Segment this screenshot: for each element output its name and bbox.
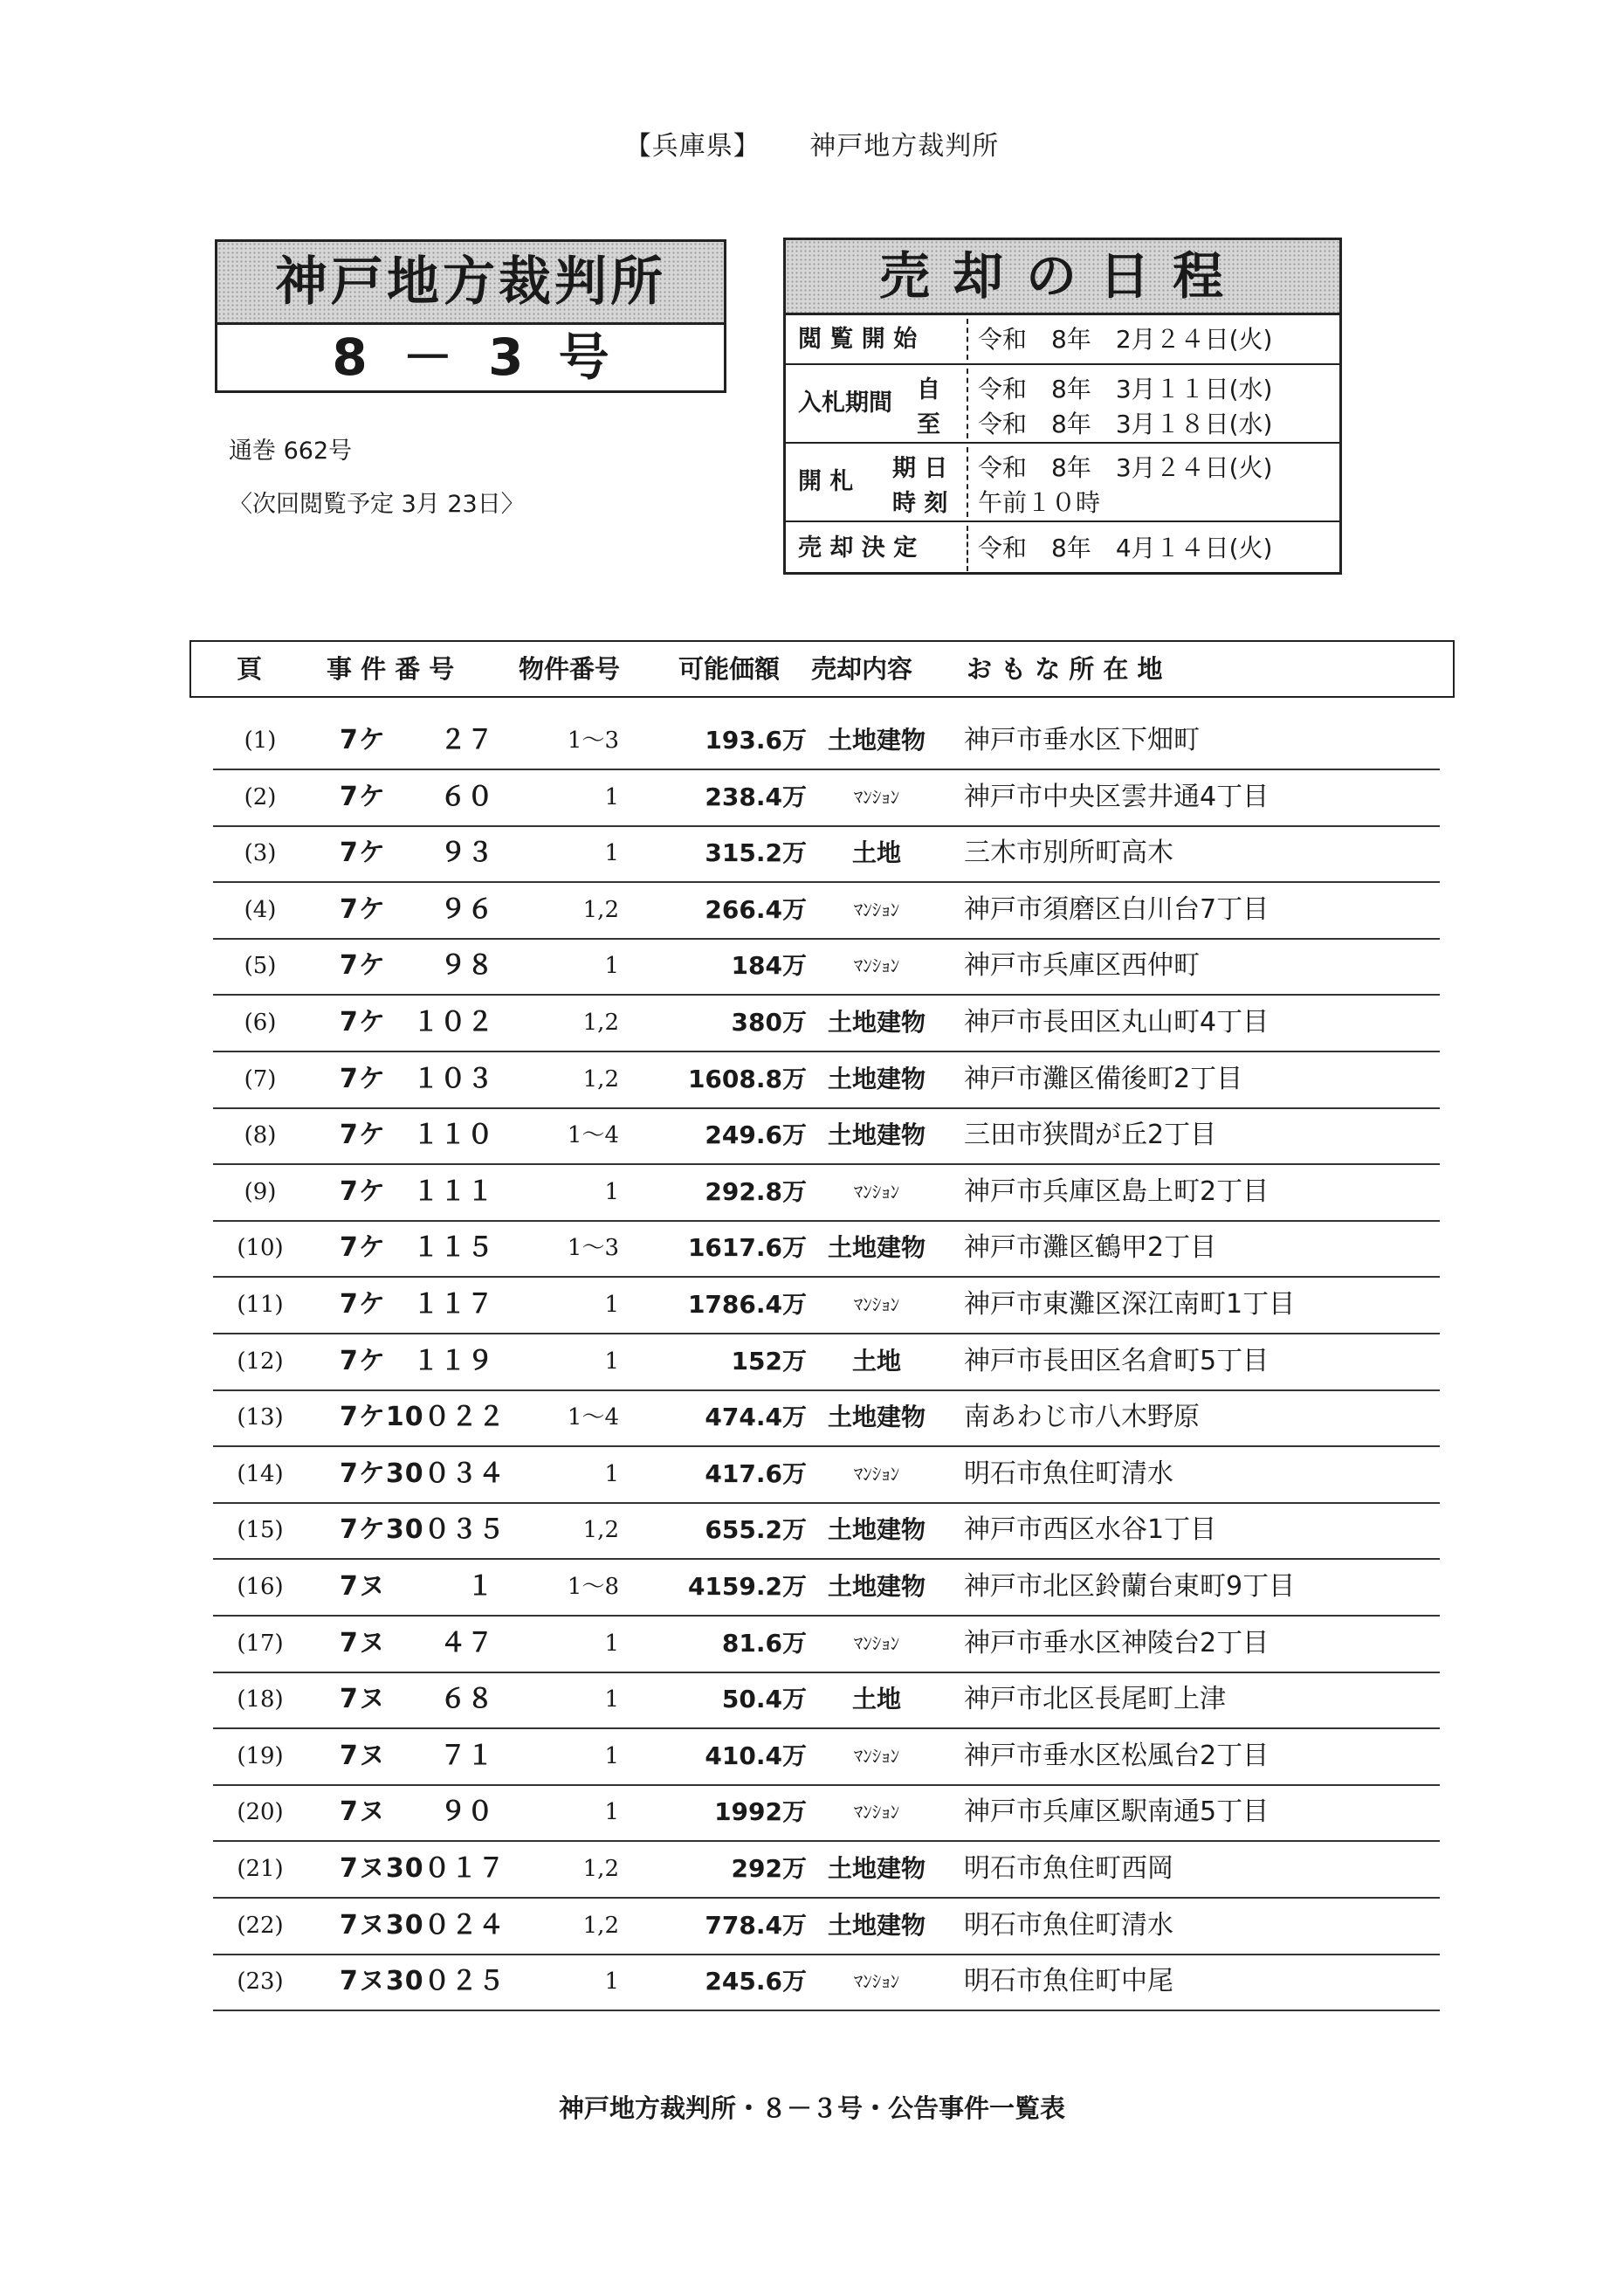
table-row bbox=[213, 938, 1440, 996]
row-index: (22) bbox=[237, 1912, 284, 1939]
property-number: 1～8 bbox=[567, 1574, 619, 1600]
sale-type: 土地建物 bbox=[827, 1854, 926, 1883]
case-number: 7ケ ６０ bbox=[340, 781, 494, 812]
address: 神戸市灘区備後町2丁目 bbox=[964, 1063, 1243, 1094]
sale-type: 土地建物 bbox=[827, 1120, 926, 1150]
minimum-price: 292万 bbox=[731, 1854, 807, 1883]
table-row bbox=[213, 1051, 1440, 1109]
address: 神戸市長田区名倉町5丁目 bbox=[964, 1345, 1270, 1376]
opening-date: 令和 8年 3月２４日(火) bbox=[978, 453, 1273, 482]
property-number: 1,2 bbox=[582, 1856, 619, 1882]
address: 神戸市北区鈴蘭台東町9丁目 bbox=[964, 1571, 1296, 1602]
row-index: (20) bbox=[237, 1799, 284, 1826]
court-label: 神戸地方裁判所 bbox=[809, 131, 1000, 162]
sale-type: 土地建物 bbox=[827, 1008, 926, 1037]
case-number: 7ヌ ６８ bbox=[340, 1684, 494, 1715]
address: 神戸市北区長尾町上津 bbox=[964, 1684, 1226, 1715]
viewing-label: 閲 覧 開 始 bbox=[798, 326, 918, 353]
sale-type: ﾏﾝｼｮﾝ bbox=[853, 955, 900, 977]
table-row bbox=[213, 1841, 1440, 1899]
row-index: (10) bbox=[237, 1235, 284, 1262]
schedule-separator bbox=[967, 447, 968, 517]
volume-number: 通巻 662号 bbox=[229, 438, 353, 465]
table-row bbox=[213, 713, 1440, 770]
property-number: 1 bbox=[604, 1630, 619, 1657]
address: 神戸市中央区雲井通4丁目 bbox=[964, 781, 1270, 812]
address: 明石市魚住町清水 bbox=[964, 1458, 1173, 1489]
property-number: 1 bbox=[604, 1348, 619, 1375]
header-address: お も な 所 在 地 bbox=[967, 654, 1163, 684]
case-number: 7ケ １０３ bbox=[340, 1063, 494, 1094]
property-number: 1 bbox=[604, 1742, 619, 1769]
next-viewing-note: 〈次回閲覧予定 3月 23日〉 bbox=[229, 491, 525, 518]
schedule-title: 売却の日程 bbox=[786, 240, 1339, 315]
case-number: 7ケ １１７ bbox=[340, 1289, 494, 1320]
row-index: (6) bbox=[244, 1010, 277, 1036]
issue-number: 8 － 3 号 bbox=[332, 327, 609, 387]
property-number: 1～4 bbox=[567, 1122, 619, 1149]
address: 神戸市兵庫区西仲町 bbox=[964, 950, 1200, 982]
address: 南あわじ市八木野原 bbox=[964, 1402, 1200, 1433]
case-number: 7ケ １１５ bbox=[340, 1232, 494, 1264]
court-title-box bbox=[215, 239, 726, 393]
row-index: (7) bbox=[244, 1065, 277, 1093]
sale-type: ﾏﾝｼｮﾝ bbox=[853, 1745, 900, 1767]
table-row bbox=[213, 1220, 1440, 1278]
minimum-price: 81.6万 bbox=[721, 1628, 807, 1658]
table-row bbox=[213, 1728, 1440, 1786]
viewing-date: 令和 8年 2月２４日(火) bbox=[978, 325, 1273, 354]
case-number: 7ケ ９８ bbox=[340, 950, 494, 982]
minimum-price: 266.4万 bbox=[705, 894, 807, 924]
minimum-price: 380万 bbox=[731, 1008, 807, 1037]
address: 神戸市兵庫区島上町2丁目 bbox=[964, 1176, 1270, 1207]
row-index: (17) bbox=[237, 1630, 284, 1657]
sale-type: 土地 bbox=[851, 838, 901, 868]
minimum-price: 1786.4万 bbox=[687, 1290, 807, 1319]
address: 神戸市灘区鶴甲2丁目 bbox=[964, 1232, 1217, 1264]
sale-type: ﾏﾝｼｮﾝ bbox=[853, 1971, 900, 1993]
sale-type: 土地建物 bbox=[827, 1515, 926, 1545]
property-number: 1 bbox=[604, 1968, 619, 1996]
opening-date-label: 期 日 bbox=[892, 455, 948, 482]
address: 神戸市垂水区下畑町 bbox=[964, 725, 1200, 755]
case-number: 7ケ １１１ bbox=[340, 1176, 494, 1207]
row-index: (23) bbox=[237, 1968, 284, 1996]
table-row bbox=[213, 1502, 1440, 1560]
property-number: 1 bbox=[604, 840, 619, 867]
schedule-separator bbox=[967, 319, 968, 360]
row-index: (1) bbox=[244, 727, 277, 754]
row-index: (11) bbox=[237, 1292, 284, 1318]
address: 神戸市兵庫区駅南通5丁目 bbox=[964, 1796, 1270, 1828]
case-number: 7ケ ９６ bbox=[340, 893, 494, 925]
case-number: 7ヌ ９０ bbox=[340, 1796, 494, 1828]
row-index: (16) bbox=[237, 1574, 284, 1600]
decision-date: 令和 8年 4月１４日(火) bbox=[978, 534, 1273, 562]
property-number: 1 bbox=[604, 1799, 619, 1826]
opening-time-label: 時 刻 bbox=[892, 490, 948, 517]
row-index: (15) bbox=[237, 1517, 284, 1544]
case-number: 7ケ １１０ bbox=[340, 1120, 494, 1151]
opening-time: 午前１０時 bbox=[978, 488, 1101, 517]
sale-type: 土地建物 bbox=[827, 1233, 926, 1263]
header-case-number: 事 件 番 号 bbox=[327, 654, 455, 684]
table-row bbox=[213, 1107, 1440, 1165]
sale-type: 土地建物 bbox=[827, 1403, 926, 1432]
page-header bbox=[0, 124, 1624, 162]
table-row bbox=[213, 1784, 1440, 1842]
property-number: 1,2 bbox=[582, 896, 619, 923]
schedule-row-bidding bbox=[786, 365, 1339, 444]
row-index: (2) bbox=[244, 783, 277, 810]
address: 明石市魚住町中尾 bbox=[964, 1966, 1173, 1997]
table-row bbox=[213, 1559, 1440, 1617]
sale-type: ﾏﾝｼｮﾝ bbox=[853, 1294, 900, 1315]
sale-type: 土地 bbox=[851, 1685, 901, 1714]
minimum-price: 238.4万 bbox=[705, 782, 807, 811]
page-footer: 神戸地方裁判所・８－３号・公告事件一覧表 bbox=[558, 2093, 1065, 2123]
minimum-price: 655.2万 bbox=[705, 1515, 807, 1545]
minimum-price: 1617.6万 bbox=[687, 1233, 807, 1263]
case-number: 7ヌ30０２５ bbox=[340, 1966, 506, 1997]
schedule-separator bbox=[967, 369, 968, 438]
opening-label: 開 札 bbox=[798, 468, 854, 495]
table-row bbox=[213, 1616, 1440, 1673]
sale-type: ﾏﾝｼｮﾝ bbox=[853, 786, 900, 808]
property-number: 1～4 bbox=[567, 1404, 619, 1431]
minimum-price: 152万 bbox=[731, 1346, 807, 1375]
table-row bbox=[213, 882, 1440, 940]
bid-from-label: 自 bbox=[917, 376, 940, 403]
schedule-row-decision bbox=[786, 522, 1339, 575]
minimum-price: 193.6万 bbox=[705, 726, 807, 755]
table-row bbox=[213, 995, 1440, 1052]
row-index: (14) bbox=[237, 1460, 284, 1487]
minimum-price: 1608.8万 bbox=[687, 1064, 807, 1093]
address: 神戸市垂水区松風台2丁目 bbox=[964, 1740, 1270, 1771]
header-price: 可能価額 bbox=[678, 654, 781, 684]
decision-label: 売 却 決 定 bbox=[798, 534, 918, 562]
sale-type: ﾏﾝｼｮﾝ bbox=[853, 1181, 900, 1203]
case-number: 7ヌ ７１ bbox=[340, 1740, 494, 1771]
sale-type: 土地建物 bbox=[827, 726, 926, 755]
property-number: 1,2 bbox=[582, 1912, 619, 1939]
table-row bbox=[213, 1672, 1440, 1729]
bid-to-label: 至 bbox=[917, 411, 940, 438]
minimum-price: 778.4万 bbox=[705, 1910, 807, 1940]
property-number: 1 bbox=[604, 953, 619, 980]
address: 明石市魚住町西岡 bbox=[964, 1853, 1173, 1884]
minimum-price: 474.4万 bbox=[705, 1403, 807, 1432]
sale-type: ﾏﾝｼｮﾝ bbox=[853, 1802, 900, 1824]
row-index: (9) bbox=[244, 1178, 277, 1205]
table-row bbox=[213, 1389, 1440, 1447]
row-index: (8) bbox=[244, 1122, 277, 1149]
property-number: 1,2 bbox=[582, 1517, 619, 1544]
schedule-separator bbox=[967, 526, 968, 571]
case-number: 7ケ ９３ bbox=[340, 838, 494, 869]
bid-from-date: 令和 8年 3月１１日(水) bbox=[978, 375, 1273, 403]
row-index: (4) bbox=[244, 896, 277, 923]
header-page: 頁 bbox=[237, 654, 263, 684]
address: 神戸市西区水谷1丁目 bbox=[964, 1514, 1217, 1546]
minimum-price: 4159.2万 bbox=[687, 1572, 807, 1601]
minimum-price: 315.2万 bbox=[705, 838, 807, 868]
minimum-price: 50.4万 bbox=[721, 1685, 807, 1714]
property-number: 1 bbox=[604, 783, 619, 810]
case-number: 7ヌ ４７ bbox=[340, 1627, 494, 1658]
table-row bbox=[213, 1334, 1440, 1391]
table-header bbox=[189, 640, 1455, 698]
header-sale-type: 売却内容 bbox=[811, 654, 913, 684]
address: 明石市魚住町清水 bbox=[964, 1909, 1173, 1941]
property-number: 1 bbox=[604, 1686, 619, 1713]
row-index: (5) bbox=[244, 953, 277, 980]
table-row bbox=[213, 1898, 1440, 1955]
property-number: 1～3 bbox=[567, 1235, 619, 1262]
table-row bbox=[213, 825, 1440, 883]
case-number: 7ケ １０２ bbox=[340, 1007, 494, 1038]
bid-period-label: 入札期間 bbox=[798, 390, 892, 417]
case-number: 7ヌ １ bbox=[340, 1571, 494, 1602]
sale-type: 土地建物 bbox=[827, 1572, 926, 1601]
schedule-row-viewing bbox=[786, 315, 1339, 365]
address: 神戸市須磨区白川台7丁目 bbox=[964, 893, 1270, 925]
table-row bbox=[213, 1954, 1440, 2011]
header-property-number: 物件番号 bbox=[519, 654, 621, 684]
sale-type: 土地建物 bbox=[827, 1064, 926, 1093]
row-index: (18) bbox=[237, 1686, 284, 1713]
row-index: (13) bbox=[237, 1404, 284, 1431]
property-number: 1 bbox=[604, 1178, 619, 1205]
table-row bbox=[213, 1277, 1440, 1334]
address: 神戸市東灘区深江南町1丁目 bbox=[964, 1289, 1296, 1320]
property-number: 1～3 bbox=[567, 727, 619, 754]
row-index: (19) bbox=[237, 1742, 284, 1769]
row-index: (12) bbox=[237, 1348, 284, 1375]
case-number: 7ケ １１９ bbox=[340, 1345, 494, 1376]
property-number: 1,2 bbox=[582, 1010, 619, 1036]
case-number: 7ケ ２７ bbox=[340, 725, 494, 755]
minimum-price: 292.8万 bbox=[705, 1176, 807, 1206]
address: 神戸市長田区丸山町4丁目 bbox=[964, 1007, 1270, 1038]
property-number: 1 bbox=[604, 1460, 619, 1487]
case-number: 7ケ30０３５ bbox=[340, 1514, 506, 1546]
table-row bbox=[213, 1446, 1440, 1504]
case-number: 7ケ10０２２ bbox=[340, 1402, 506, 1433]
minimum-price: 410.4万 bbox=[705, 1741, 807, 1770]
table-row bbox=[213, 1164, 1440, 1222]
sale-schedule-box bbox=[783, 238, 1342, 575]
prefecture-label: 【兵庫県】 bbox=[624, 131, 760, 162]
schedule-row-opening bbox=[786, 444, 1339, 522]
minimum-price: 249.6万 bbox=[705, 1120, 807, 1150]
case-number: 7ケ30０３４ bbox=[340, 1458, 506, 1489]
sale-type: ﾏﾝｼｮﾝ bbox=[853, 899, 900, 920]
property-number: 1 bbox=[604, 1292, 619, 1318]
row-index: (3) bbox=[244, 840, 277, 867]
sale-type: ﾏﾝｼｮﾝ bbox=[853, 1632, 900, 1654]
row-index: (21) bbox=[237, 1856, 284, 1882]
sale-type: 土地建物 bbox=[827, 1910, 926, 1940]
minimum-price: 184万 bbox=[731, 951, 807, 981]
address: 三木市別所町高木 bbox=[964, 838, 1173, 869]
minimum-price: 417.6万 bbox=[705, 1458, 807, 1488]
case-number: 7ヌ30０１７ bbox=[340, 1853, 506, 1884]
minimum-price: 245.6万 bbox=[705, 1967, 807, 1996]
case-number: 7ヌ30０２４ bbox=[340, 1909, 506, 1941]
property-number: 1,2 bbox=[582, 1065, 619, 1093]
address: 神戸市垂水区神陵台2丁目 bbox=[964, 1627, 1270, 1658]
bid-to-date: 令和 8年 3月１８日(水) bbox=[978, 410, 1273, 438]
sale-type: ﾏﾝｼｮﾝ bbox=[853, 1463, 900, 1485]
sale-type: 土地 bbox=[851, 1346, 901, 1375]
minimum-price: 1992万 bbox=[714, 1797, 807, 1827]
table-row bbox=[213, 769, 1440, 827]
court-name: 神戸地方裁判所 bbox=[217, 242, 724, 325]
address: 三田市狭間が丘2丁目 bbox=[964, 1120, 1217, 1151]
